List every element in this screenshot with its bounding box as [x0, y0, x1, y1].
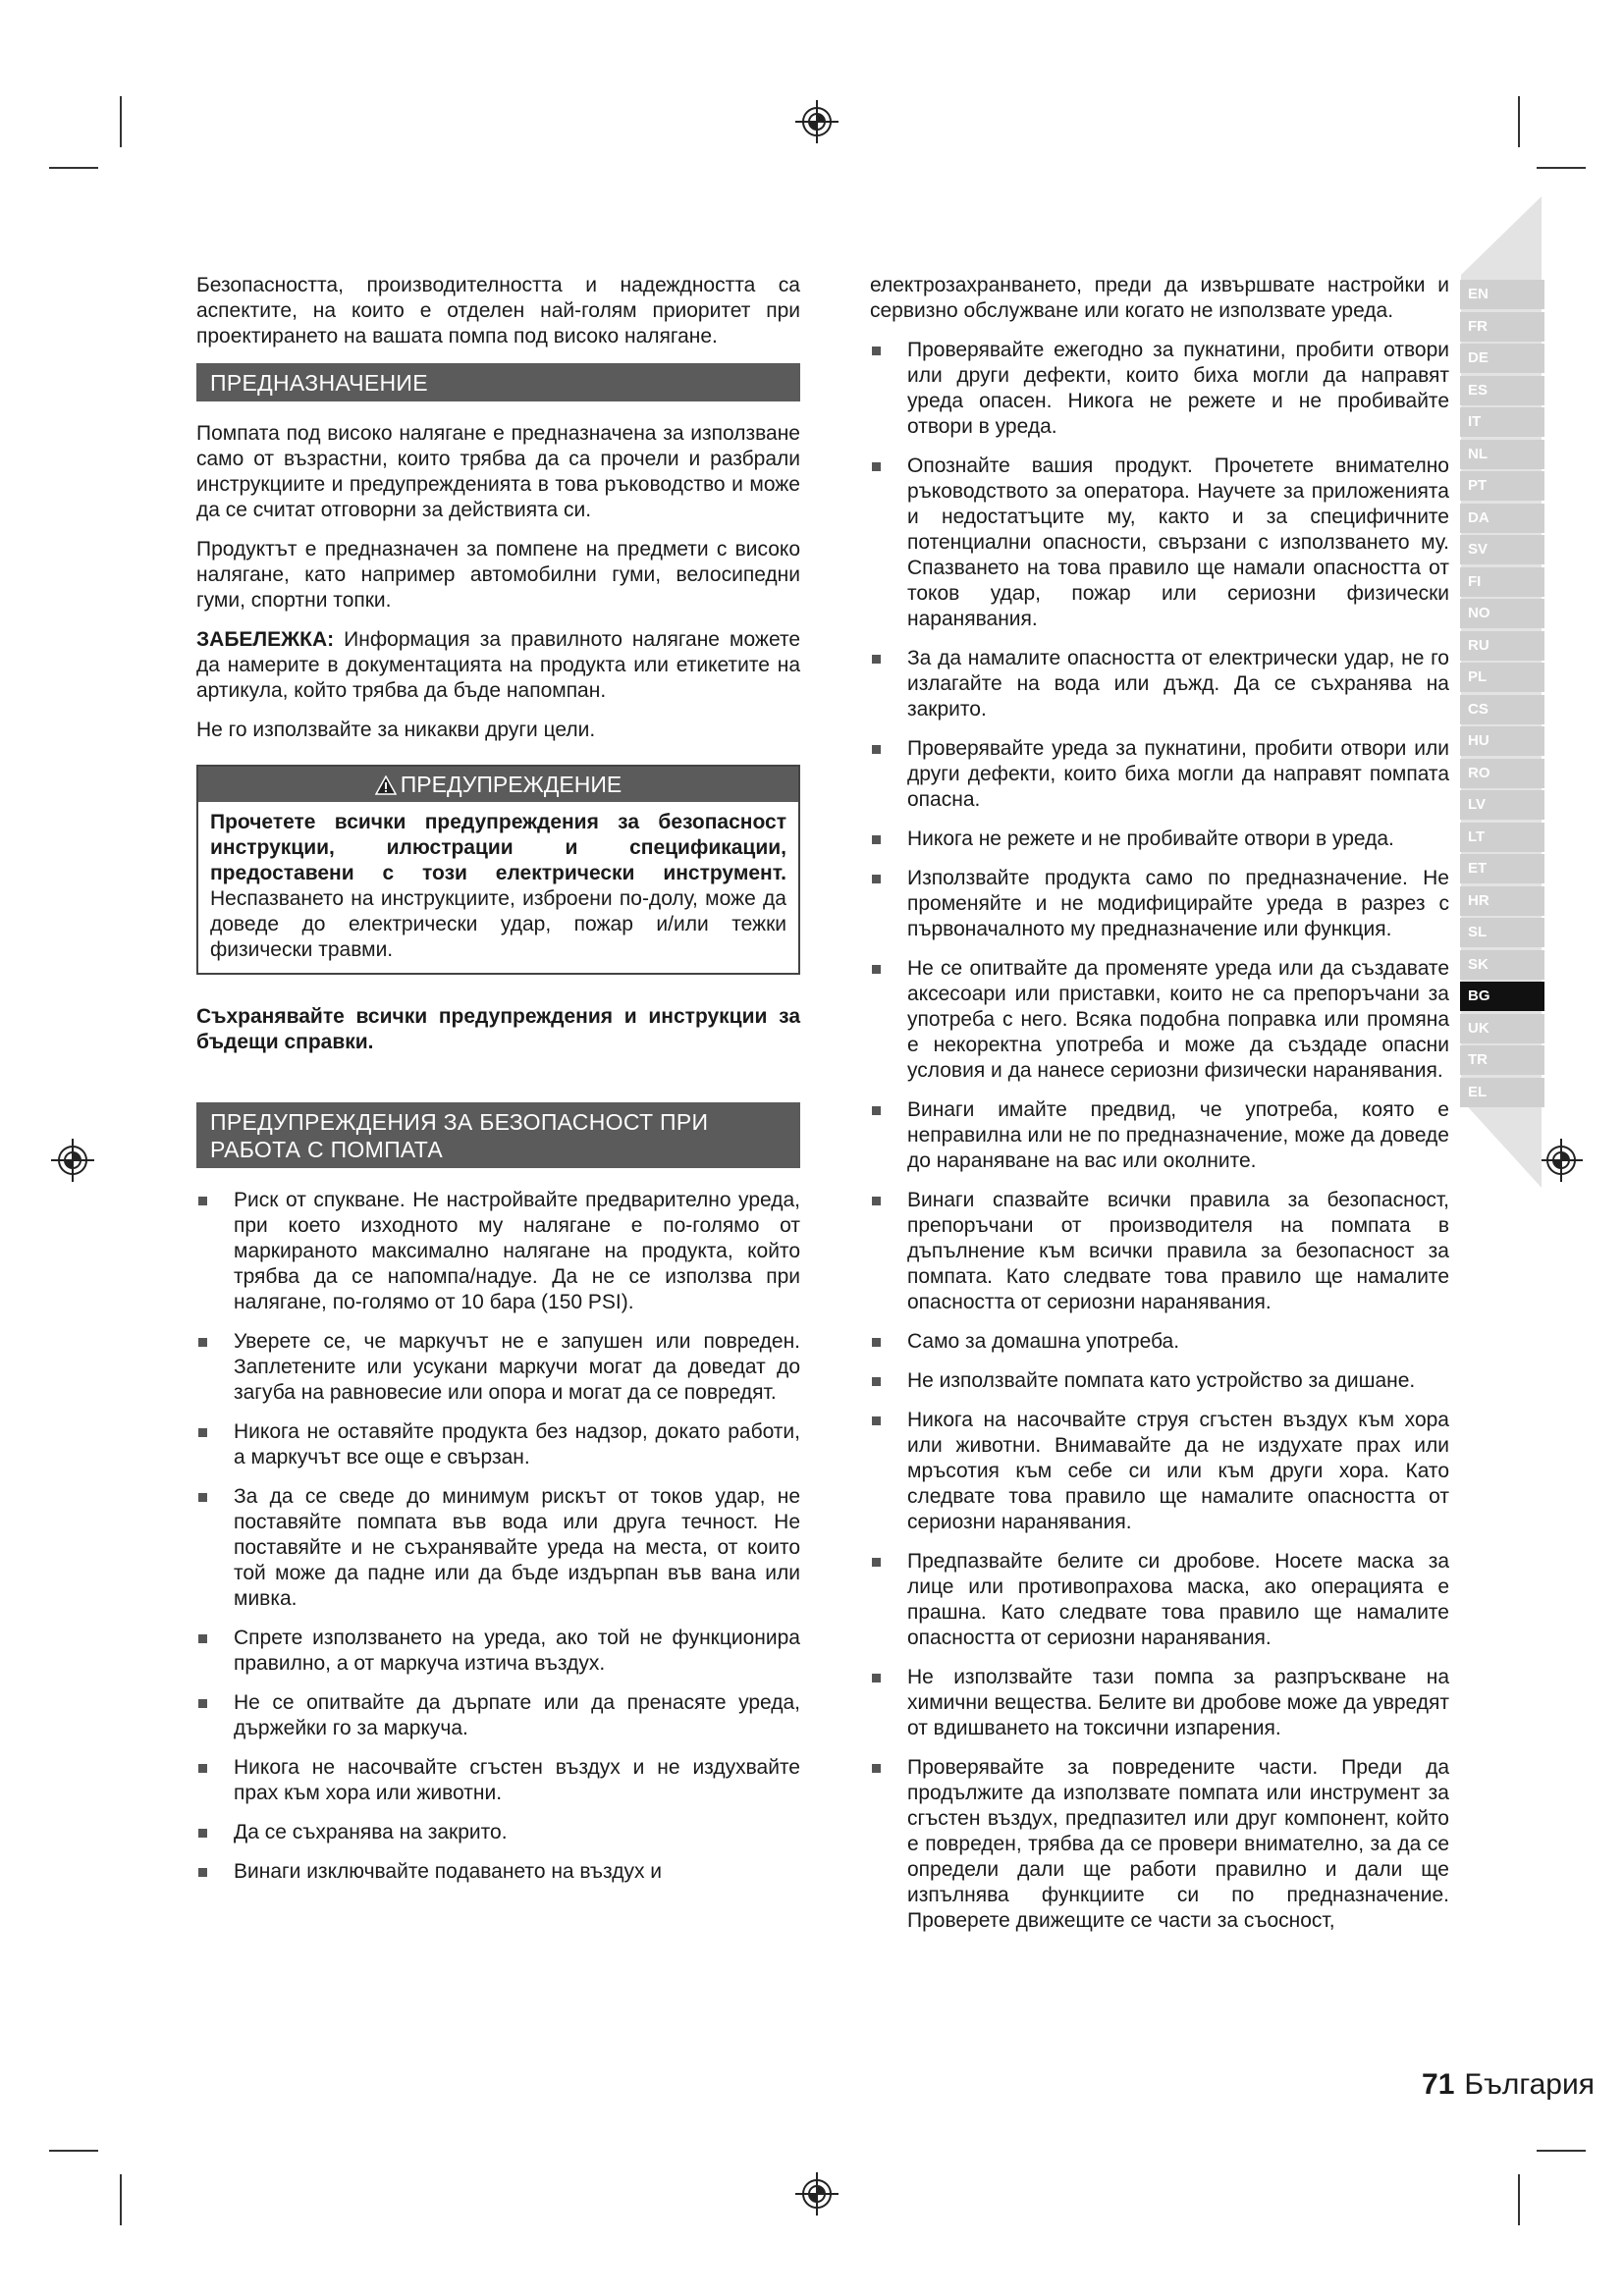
list-item: За да се сведе до минимум рискът от токов удар, не поставяйте помпата във вода или друга течност. Не поставяйте и не съхранявайте уреда на места, от които той може да падне или да бъде издърпан във вана или мивка.: [196, 1484, 800, 1612]
language-tab-lt: LT: [1460, 823, 1544, 852]
warning-body: [198, 802, 798, 973]
safety-list-right: [870, 338, 1449, 1934]
warning-title: ПРЕДУПРЕЖДЕНИЕ: [400, 772, 623, 797]
registration-mark-icon: [1540, 1139, 1583, 1182]
language-tab-cs: CS: [1460, 695, 1544, 724]
right-column: [870, 273, 1449, 1948]
list-item: Опознайте вашия продукт. Прочетете внимателно ръководството за оператора. Научете за приложенията и недостатъците му, както и за специфичните потенциални опасности, свързани с използването му. Спазването на това правило ще намали опасността от токов удар, пожар или сериозни физически наранявания.: [870, 454, 1449, 632]
list-item: Използвайте продукта само по предназначение. Не променяйте и не модифицирайте уреда в разрез с първоначалното му предназначение или функция.: [870, 866, 1449, 942]
purpose-paragraph: Помпата под високо налягане е предназначена за използване само от възрастни, които трябва да са прочели и разбрали инструкциите и предупрежденията в това ръководство и може да се считат отговорни за действията си.: [196, 422, 800, 521]
note-paragraph: [196, 627, 800, 704]
note-text: Информация за правилното налягане можете да намерите в документацията на продукта или етикетите на артикула, който трябва да бъде напомпан.: [196, 628, 800, 702]
list-item: Никога не режете и не пробивайте отвори в уреда.: [870, 827, 1449, 852]
language-tab-ro: RO: [1460, 759, 1544, 788]
purpose-paragraph: Не го използвайте за никакви други цели.: [196, 719, 596, 741]
crop-mark: [120, 96, 122, 147]
language-tab-el: EL: [1460, 1078, 1544, 1107]
warning-text: Неспазването на инструкциите, изброени по-долу, може да доведе до електрически удар, пожар и/или тежки физически травми.: [210, 887, 786, 961]
warning-triangle-icon: [375, 775, 397, 795]
registration-mark-icon: [795, 100, 839, 143]
language-tab-pl: PL: [1460, 663, 1544, 692]
list-item: Спрете използването на уреда, ако той не функционира правилно, а от маркуча изтича въздух.: [196, 1626, 800, 1677]
intro-paragraph: Безопасността, производителността и надеждността са аспектите, на които е отделен най-голям приоритет при проектирането на вашата помпа под високо налягане.: [196, 274, 800, 347]
list-item: Предпазвайте белите си дробове. Носете маска за лице или противопрахова маска, ако операцията е прашна. Като следвате това правило ще намалите опасността от сериозни наранявания.: [870, 1549, 1449, 1651]
language-tab-no: NO: [1460, 599, 1544, 628]
list-item: Да се съхранява на закрито.: [196, 1820, 800, 1845]
list-item: Винаги спазвайте всички правила за безопасност, препоръчани от производителя на помпата в дъпълнение към всички правила за безопасност за помпата. Като следвате това правило ще намалите опасността от сериозни наранявания.: [870, 1188, 1449, 1315]
language-tab-ru: RU: [1460, 631, 1544, 661]
warning-header: [198, 767, 798, 802]
language-tabs: [1460, 280, 1544, 1109]
crop-mark: [49, 167, 98, 169]
warning-bold-text: Прочетете всички предупреждения за безопасност инструкции, илюстрации и спецификации, предоставени с този електрически инструмент.: [210, 811, 786, 884]
list-item: За да намалите опасността от електрически удар, не го излагайте на вода или дъжд. Да се съхранява на закрито.: [870, 646, 1449, 722]
list-item: Проверявайте уреда за пукнатини, пробити отвори или други дефекти, които биха могли да направят помпата опасна.: [870, 736, 1449, 813]
language-tab-et: ET: [1460, 854, 1544, 883]
purpose-paragraph: Продуктът е предназначен за помпене на предмети с високо налягане, като например автомобилни гуми, велосипедни гуми, спортни топки.: [196, 538, 800, 612]
language-tab-lv: LV: [1460, 790, 1544, 820]
language-tab-de: DE: [1460, 344, 1544, 373]
crop-mark: [1537, 167, 1586, 169]
crop-mark: [1537, 2150, 1586, 2152]
keep-instructions: Съхранявайте всички предупреждения и инструкции за бъдещи справки.: [196, 1005, 800, 1053]
footer-label: България: [1464, 2068, 1595, 2101]
list-item: Винаги изключвайте подаването на въздух и: [196, 1859, 800, 1885]
list-item: Уверете се, че маркучът не е запушен или повреден. Заплетените или усукани маркучи могат да доведат до загуба на равновесие или опора и могат да се повредят.: [196, 1329, 800, 1406]
list-item: Никога на насочвайте струя сгъстен въздух към хора или животни. Внимавайте да не издухате прах или мръсотия към себе си или към други хора. Като следвате това правило ще намалите опасността от сериозни наранявания.: [870, 1408, 1449, 1535]
crop-mark: [1518, 96, 1520, 147]
language-tab-uk: UK: [1460, 1014, 1544, 1043]
registration-mark-icon: [795, 2172, 839, 2216]
warning-box: [196, 765, 800, 975]
list-item: Не се опитвайте да променяте уреда или да създавате аксесоари или приставки, които не са препоръчани за употреба с него. Всяка подобна поправка или промяна е некоректна употреба и може да създаде опасни условия и да нанесе сериозни физически наранявания.: [870, 956, 1449, 1084]
registration-mark-icon: [51, 1139, 94, 1182]
page-footer: [1422, 2068, 1595, 2102]
purpose-heading: ПРЕДНАЗНАЧЕНИЕ: [196, 363, 800, 401]
list-item: Проверявайте за повредените части. Преди да продължите да използвате помпата или инструмент за сгъстен въздух, предпазител или друг компонент, който е повреден, трябва да се провери внимателно, за да се определи дали ще работи правилно и дали ще изпълнява функциите си по предназначение. Проверете движещите се части за съосност,: [870, 1755, 1449, 1934]
list-item: Не се опитвайте да дърпате или да пренасяте уреда, държейки го за маркуча.: [196, 1690, 800, 1741]
language-tab-bg: BG: [1460, 982, 1544, 1011]
language-tab-hr: HR: [1460, 886, 1544, 916]
language-tab-hu: HU: [1460, 726, 1544, 756]
safety-list-left: [196, 1188, 800, 1885]
list-item: Само за домашна употреба.: [870, 1329, 1449, 1355]
language-tab-en: EN: [1460, 280, 1544, 309]
language-tab-sv: SV: [1460, 535, 1544, 564]
crop-mark: [120, 2174, 122, 2225]
list-item: Никога не оставяйте продукта без надзор, докато работи, а маркучът все още е свързан.: [196, 1419, 800, 1470]
language-tab-sl: SL: [1460, 918, 1544, 947]
list-item: Винаги имайте предвид, че употреба, която е неправилна или не по предназначение, може да доведе до нараняване на вас или околните.: [870, 1097, 1449, 1174]
language-tab-nl: NL: [1460, 440, 1544, 469]
language-tab-fi: FI: [1460, 567, 1544, 597]
crop-mark: [49, 2150, 98, 2152]
crop-mark: [1518, 2174, 1520, 2225]
note-label: ЗАБЕЛЕЖКА:: [196, 628, 335, 651]
language-tab-es: ES: [1460, 376, 1544, 405]
language-tab-pt: PT: [1460, 471, 1544, 501]
list-item: Никога не насочвайте сгъстен въздух и не издухвайте прах към хора или животни.: [196, 1755, 800, 1806]
list-item: Не използвайте помпата като устройство за дишане.: [870, 1368, 1449, 1394]
list-item: Риск от спукване. Не настройвайте предварително уреда, при което изходното му налягане е по-голямо от маркираното максимално налягане на продукта, който трябва да се напомпа/надуе. Да не се използва при налягане, по-голямо от 10 бара (150 PSI).: [196, 1188, 800, 1315]
safety-heading: ПРЕДУПРЕЖДЕНИЯ ЗА БЕЗОПАСНОСТ ПРИ РАБОТА С ПОМПАТА: [196, 1102, 800, 1168]
left-column: [196, 273, 800, 1898]
list-item: Проверявайте ежегодно за пукнатини, пробити отвори или други дефекти, които биха могли да направят уреда опасен. Никога не режете и не пробивайте отвори в уреда.: [870, 338, 1449, 440]
language-tab-fr: FR: [1460, 312, 1544, 342]
language-tab-da: DA: [1460, 504, 1544, 533]
language-tab-sk: SK: [1460, 950, 1544, 980]
continuation-paragraph: електрозахранването, преди да извършвате настройки и сервизно обслужване или когато не използвате уреда.: [870, 274, 1449, 322]
language-tab-tr: TR: [1460, 1045, 1544, 1075]
list-item: Не използвайте тази помпа за разпръскване на химични вещества. Белите ви дробове може да увредят от вдишването на токсични изпарения.: [870, 1665, 1449, 1741]
page-number: 71: [1422, 2068, 1455, 2101]
language-tab-it: IT: [1460, 407, 1544, 437]
